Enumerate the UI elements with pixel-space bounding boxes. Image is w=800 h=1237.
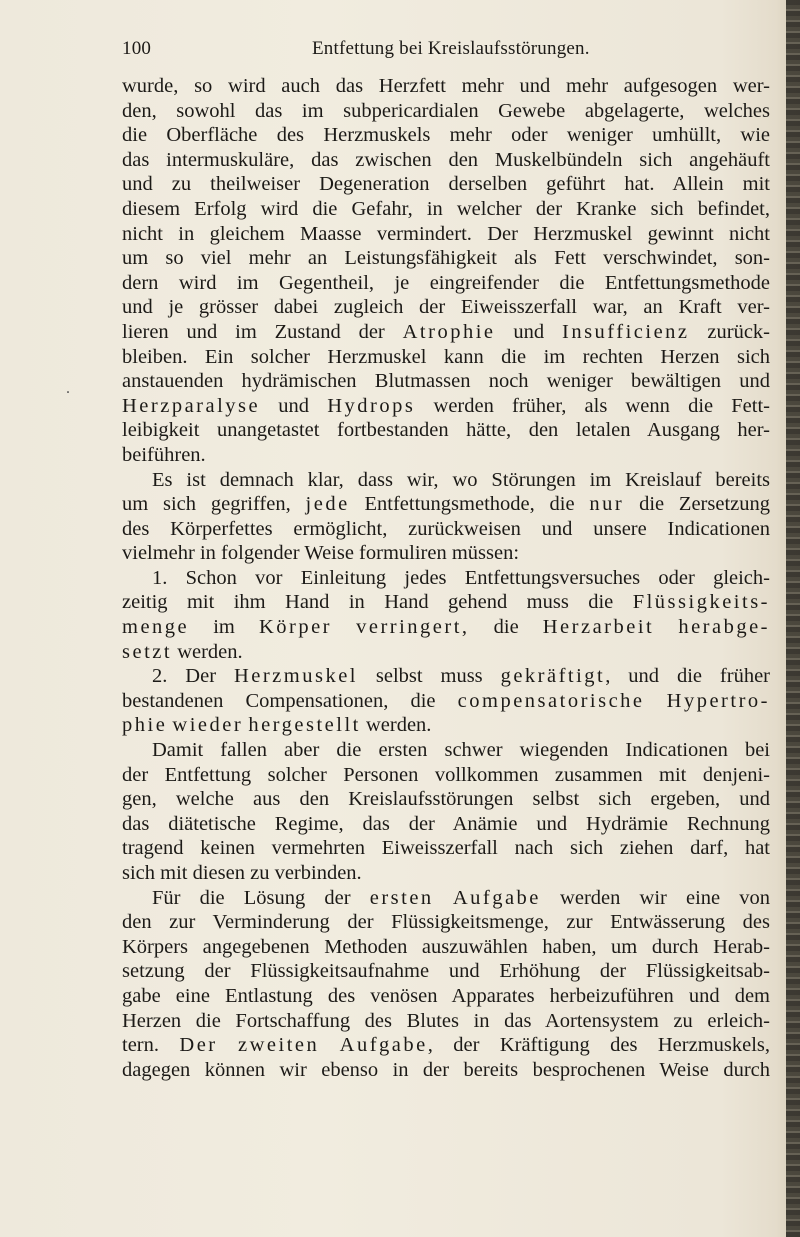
text-line <box>122 959 770 984</box>
text-run: anstauenden hydrämischen Blutmassen noch weniger bewältigen und <box>122 370 770 393</box>
text-run: 2. Der <box>152 665 234 688</box>
text-run: dagegen können wir ebenso in der bereits besprochenen Weise durch <box>122 1058 770 1081</box>
text-line <box>122 689 770 714</box>
text-line <box>122 910 770 935</box>
text-run: die <box>469 616 543 639</box>
text-line <box>122 197 770 222</box>
text-line <box>122 615 770 640</box>
text-run: die Oberfläche des Herzmuskels mehr oder weniger umhüllt, wie <box>122 124 770 147</box>
text-line <box>122 295 770 320</box>
text-line <box>122 886 770 911</box>
emphasized-text: ersten <box>369 886 434 909</box>
emphasized-text: wieder <box>172 714 244 737</box>
text-run: selbst muss <box>357 665 501 688</box>
text-line <box>122 590 770 615</box>
text-line <box>122 172 770 197</box>
text-run: Es ist demnach klar, dass wir, wo Störungen im Kreislauf bereits <box>152 468 770 491</box>
text-run: beiführen. <box>122 443 206 466</box>
text-line <box>122 1058 770 1083</box>
text-line <box>122 443 770 468</box>
text-run: sich mit diesen zu verbinden. <box>122 862 362 884</box>
emphasized-text: jede <box>305 493 350 516</box>
text-line <box>122 394 770 419</box>
text-line <box>122 836 770 861</box>
emphasized-text: Flüssigkeits- <box>632 591 770 614</box>
text-run: werden. <box>172 640 243 663</box>
emphasized-text: verringert, <box>356 616 470 639</box>
text-line <box>122 369 770 394</box>
emphasized-text: compensatorische <box>457 689 645 712</box>
text-run: werden. <box>360 714 432 737</box>
page-number: 100 <box>122 38 152 59</box>
emphasized-text: Herzarbeit <box>542 616 655 639</box>
text-run: wurde, so wird auch das Herzfett mehr und mehr aufgesogen wer- <box>122 75 770 97</box>
text-line <box>122 738 770 763</box>
text-line <box>122 664 770 689</box>
text-line <box>122 418 770 443</box>
text-run: diesem Erfolg wird die Gefahr, in welcher der Kranke sich befindet, <box>122 197 770 220</box>
emphasized-text: zweiten <box>238 1034 320 1057</box>
text-run: Entfettungsmethode, die <box>349 493 590 516</box>
text-line <box>122 468 770 493</box>
text-run: leibigkeit unangetastet fortbestanden hätte, den letalen Ausgang her- <box>122 419 770 442</box>
text-line <box>122 222 770 247</box>
text-run: des Körperfettes ermöglicht, zurückweisen und unsere Indicationen <box>122 517 770 540</box>
page-edge-shadow <box>786 0 800 1237</box>
text-line <box>122 861 770 886</box>
text-run: Für die Lösung der <box>152 886 370 909</box>
emphasized-text: Aufgabe <box>452 886 541 909</box>
text-run: gen, welche aus den Kreislaufsstörungen selbst sich ergeben, und <box>122 788 770 811</box>
text-run: und zu theilweiser Degeneration derselben geführt hat. Allein mit <box>122 173 770 196</box>
emphasized-text: Atrophie <box>402 320 496 343</box>
emphasized-text: gekräftigt <box>500 665 606 688</box>
text-line <box>122 517 770 542</box>
text-run: bestandenen Compensationen, die <box>122 689 458 712</box>
text-run <box>218 1034 238 1056</box>
text-run: tern. <box>122 1034 180 1057</box>
emphasized-text: Hydrops <box>327 394 416 417</box>
text-run: das intermuskuläre, das zwischen den Muskelbündeln sich angehäuft <box>122 148 770 171</box>
text-run: der Entfettung solcher Personen vollkommen zusammen mit denjeni- <box>122 763 770 786</box>
text-run: nicht in gleichem Maasse vermindert. Der Herzmuskel gewinnt nicht <box>122 222 770 245</box>
text-line <box>122 148 770 173</box>
text-line <box>122 763 770 788</box>
text-run: werden früher, als wenn die Fett- <box>415 394 771 417</box>
emphasized-text: menge <box>122 616 190 639</box>
emphasized-text: Hypertro- <box>666 689 770 712</box>
text-line <box>122 1009 770 1034</box>
text-run <box>332 616 356 638</box>
text-run: Herzen die Fortschaffung des Blutes in das Aortensystem zu erleich- <box>122 1009 770 1032</box>
text-line <box>122 787 770 812</box>
text-run: den, sowohl das im subpericardialen Gewebe abgelagerte, welches <box>122 99 770 122</box>
text-run: lieren und im Zustand der <box>122 320 403 343</box>
text-line <box>122 713 770 738</box>
text-run <box>319 1034 339 1056</box>
margin-mark: . <box>66 380 70 397</box>
emphasized-text: hergestellt <box>248 714 361 737</box>
text-run: um so viel mehr an Leistungsfähigkeit als Fett verschwindet, son- <box>122 247 770 270</box>
emphasized-text: Herzparalyse <box>122 394 261 417</box>
text-run: und <box>495 320 562 343</box>
text-run: im <box>189 616 259 639</box>
text-run: und je grösser dabei zugleich der Eiweisszerfall war, an Kraft ver- <box>122 296 770 319</box>
text-line <box>122 123 770 148</box>
emphasized-text: phie <box>122 714 168 737</box>
emphasized-text: Aufgabe <box>339 1034 428 1057</box>
text-line <box>122 541 770 566</box>
text-run: tragend keinen vermehrten Eiweisszerfall nach sich ziehen darf, hat <box>122 837 770 860</box>
emphasized-text: herabge- <box>678 616 771 639</box>
text-run <box>434 887 453 909</box>
text-run: werden wir eine von <box>540 886 770 909</box>
emphasized-text: setzt <box>122 640 173 663</box>
text-run: Körpers angegebenen Methoden auszuwählen haben, um durch Herab- <box>122 935 770 958</box>
text-line <box>122 271 770 296</box>
text-line <box>122 99 770 124</box>
text-line <box>122 812 770 837</box>
text-run: gabe eine Entlastung des venösen Apparates herbeizuführen und dem <box>122 984 770 1007</box>
text-line <box>122 246 770 271</box>
text-run: die Zersetzung <box>624 493 770 516</box>
text-run: das diätetische Regime, das der Anämie und Hydrämie Rechnung <box>122 812 770 835</box>
running-head: Entfettung bei Kreislaufsstörungen. <box>312 38 590 59</box>
text-run: bleiben. Ein solcher Herzmuskel kann die im rechten Herzen sich <box>122 345 770 368</box>
text-line <box>122 1033 770 1058</box>
emphasized-text: nur <box>589 493 625 516</box>
text-run: setzung der Flüssigkeitsaufnahme und Erhöhung der Flüssigkeitsab- <box>122 960 770 983</box>
text-run: 1. Schon vor Einleitung jedes Entfettungsversuches oder gleich- <box>152 566 770 589</box>
text-line <box>122 492 770 517</box>
text-line <box>122 320 770 345</box>
text-run: zurück- <box>689 320 771 343</box>
text-run: den zur Verminderung der Flüssigkeitsmenge, zur Entwässerung des <box>122 911 770 934</box>
text-run: , der Kräftigung des Herzmuskels, <box>427 1034 771 1057</box>
text-run: , und die früher <box>605 665 770 688</box>
text-line <box>122 640 770 665</box>
emphasized-text: Insufficienz <box>562 320 690 343</box>
text-run <box>654 616 678 638</box>
text-run: Damit fallen aber die ersten schwer wiegenden Indicationen bei <box>152 739 770 762</box>
text-line <box>122 935 770 960</box>
page-header <box>122 38 770 62</box>
text-line <box>122 984 770 1009</box>
text-run: dern wird im Gegentheil, je eingreifender die Entfettungsmethode <box>122 271 770 294</box>
text-run <box>645 690 667 712</box>
emphasized-text: Körper <box>258 616 333 639</box>
text-line <box>122 566 770 591</box>
text-line <box>122 74 770 99</box>
emphasized-text: Der <box>179 1034 218 1057</box>
body-text <box>122 74 770 1082</box>
text-run: vielmehr in folgender Weise formuliren müssen: <box>122 542 520 565</box>
emphasized-text: Herzmuskel <box>233 665 358 688</box>
text-run: zeitig mit ihm Hand in Hand gehend muss die <box>122 591 633 614</box>
text-run: um sich gegriffen, <box>122 493 306 516</box>
text-line <box>122 345 770 370</box>
text-run: und <box>260 394 328 417</box>
